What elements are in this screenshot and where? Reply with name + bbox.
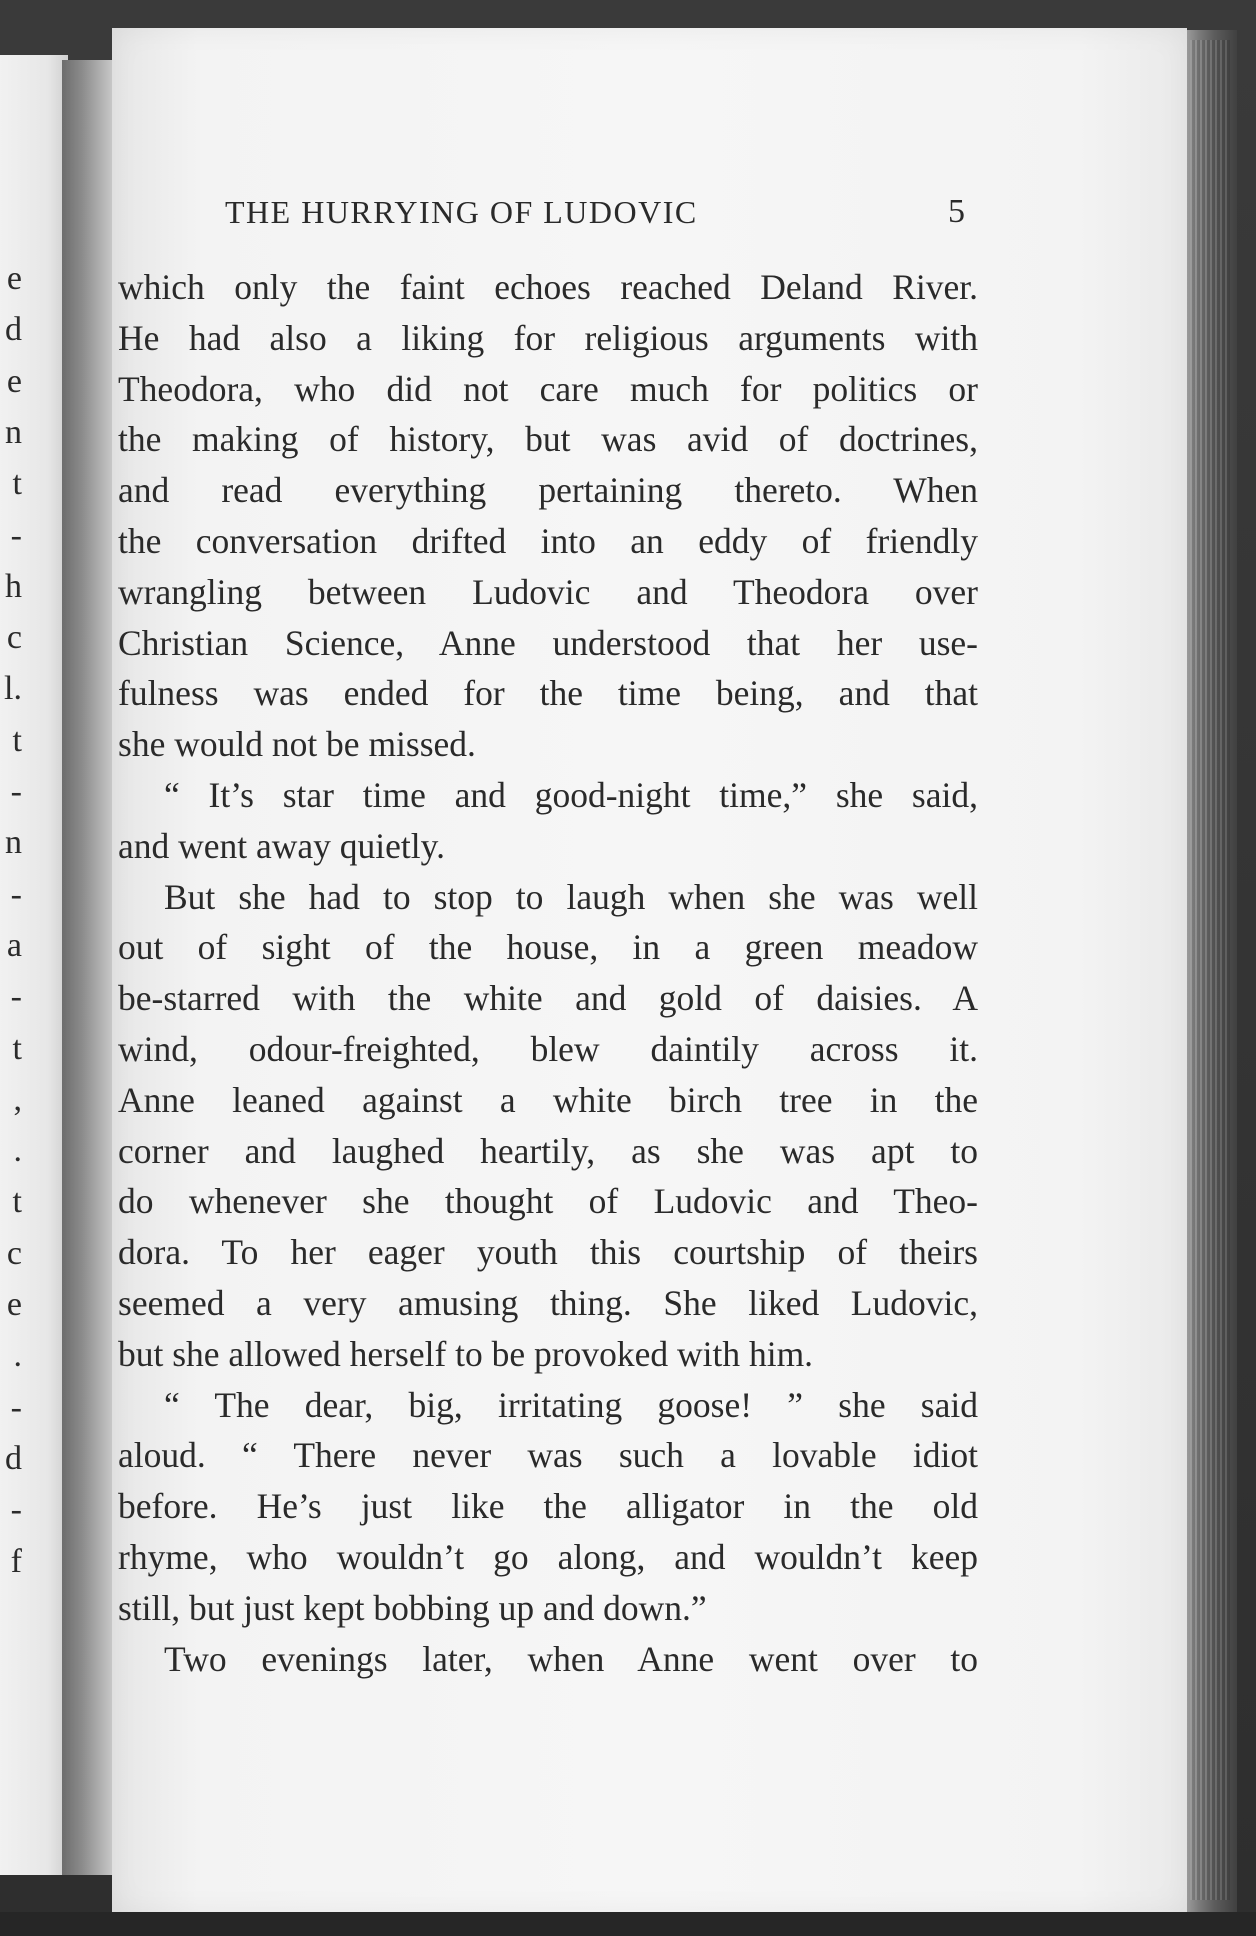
text-line: she would not be missed. [118,724,476,765]
left-margin-fragment: e [6,260,22,297]
text-line: Theodora, who did not care much for politics or [118,368,978,409]
left-margin-fragment: - [10,875,22,913]
text-line: wrangling between Ludovic and Theodora over [118,571,978,612]
scan-bottom-border [0,1912,1256,1936]
left-margin-fragment: e [6,1286,22,1323]
left-margin-fragment: e [6,362,22,400]
text-line: which only the faint echoes reached Deland River. [118,267,978,307]
text-line: corner and laughed heartily, as she was apt to [118,1130,978,1171]
text-line: but she allowed herself to be provoked with him. [118,1333,814,1374]
running-head-title: THE HURRYING OF LUDOVIC [225,193,698,230]
text-line: before. He’s just like the alligator in the old [118,1486,978,1527]
page-number: 5 [948,193,965,230]
text-line: seemed a very amusing thing. She liked Ludovic, [118,1282,978,1323]
left-margin-fragment: . [13,1132,22,1170]
left-margin-fragment: . [13,1337,22,1375]
left-margin-fragment: h [5,567,22,605]
text-line: still, but just kept bobbing up and down.” [118,1587,707,1628]
text-line: and read everything pertaining thereto. When [118,470,978,511]
left-margin-fragment: l. [4,670,22,708]
left-margin-fragment: t [12,465,22,503]
left-margin-fragment: - [10,978,22,1016]
left-margin-fragment: t [12,1029,22,1067]
left-margin-fragment: t [12,721,22,759]
left-margin-fragment: - [10,1388,22,1426]
text-line: dora. To her eager youth this courtship of theirs [118,1232,978,1273]
text-line: do whenever she thought of Ludovic and Theo- [118,1181,978,1222]
text-line: rhyme, who wouldn’t go along, and wouldn’t keep [118,1536,978,1577]
left-margin-fragment: d [5,1439,22,1477]
text-line: “ The dear, big, irritating goose! ” she said [164,1384,978,1425]
left-margin-fragment: a [6,926,22,964]
left-margin-fragment: t [12,1183,22,1221]
text-line: fulness was ended for the time being, and that [118,673,978,714]
text-line: But she had to stop to laugh when she was well [164,876,978,917]
left-margin-fragment: , [13,1080,22,1118]
left-margin-fragment: c [6,1234,22,1272]
left-margin-fragment: - [10,773,22,810]
left-margin-fragment: - [10,516,22,554]
text-line: Two evenings later, when Anne went over to [164,1638,978,1679]
text-line: He had also a liking for religious arguments with [118,317,978,358]
text-line: and went away quietly. [118,825,445,866]
page-stack-edges [1190,40,1230,1900]
left-margin-fragment: - [10,1491,22,1529]
left-margin-fragment: n [5,824,22,862]
page-body-text [118,262,978,1684]
text-line: the making of history, but was avid of doctrines, [118,419,978,460]
text-line: “ It’s star time and good-night time,” she said, [164,774,978,815]
left-margin-fragment: f [10,1542,22,1580]
left-margin-fragment: c [6,619,22,657]
text-line: wind, odour-freighted, blew daintily across it. [118,1028,978,1069]
text-line: Anne leaned against a white birch tree in the [118,1079,978,1120]
left-margin-fragment: n [5,413,22,451]
text-line: be-starred with the white and gold of daisies. A [118,978,978,1019]
text-line: Christian Science, Anne understood that her use- [118,622,978,663]
text-line: the conversation drifted into an eddy of friendly [118,520,978,561]
text-line: aloud. “ There never was such a lovable idiot [118,1435,978,1476]
text-line: out of sight of the house, in a green meadow [118,927,978,968]
running-head [225,190,965,234]
left-margin-fragment: d [5,311,22,349]
